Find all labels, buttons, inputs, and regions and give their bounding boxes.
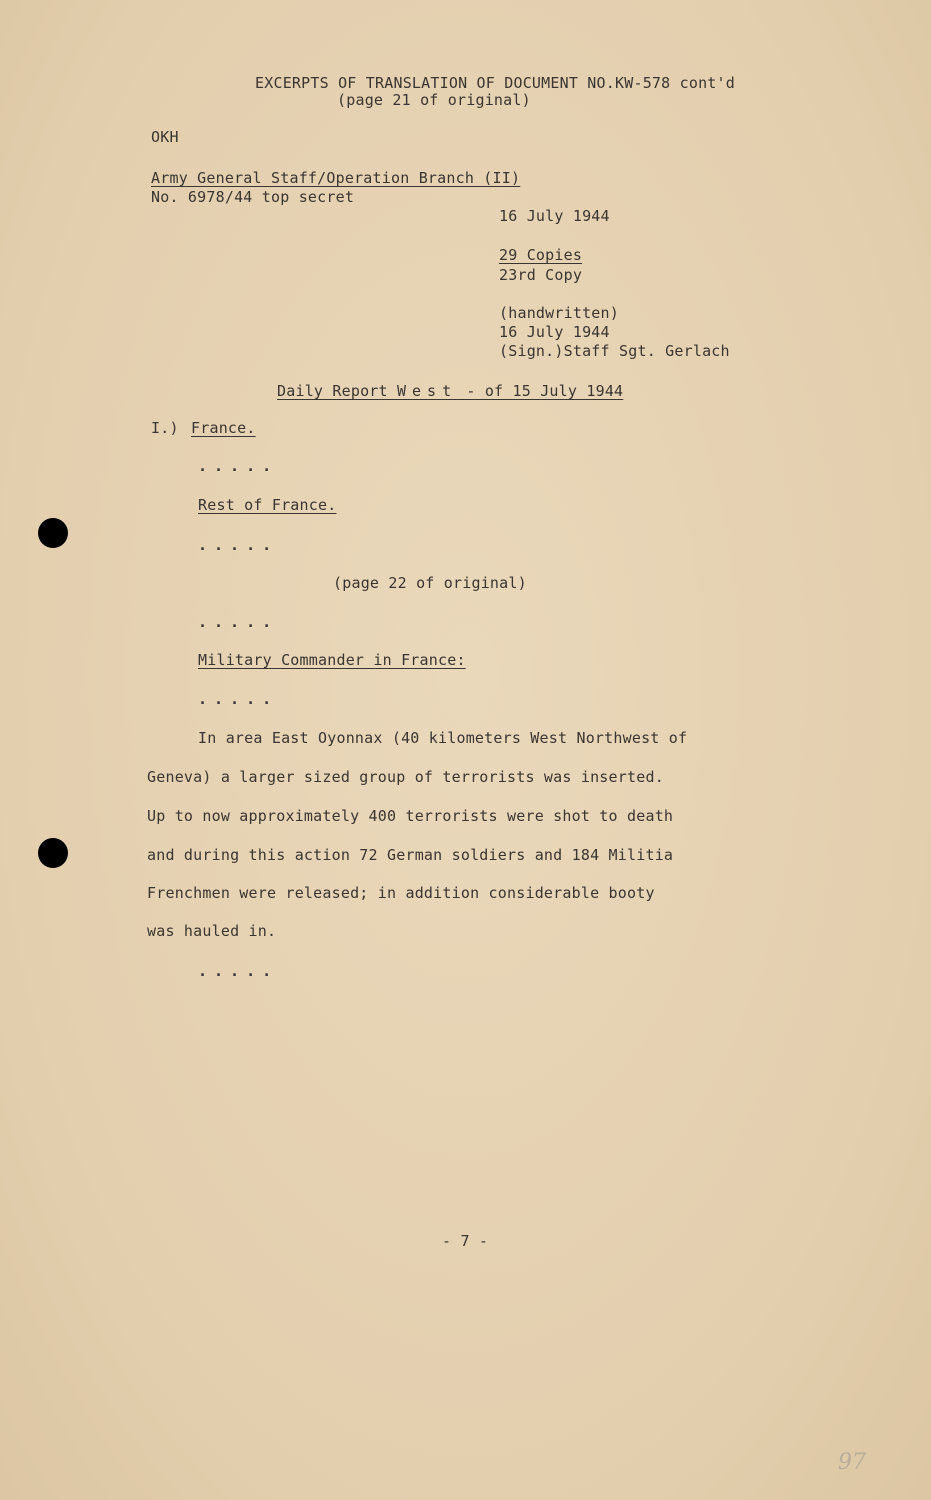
ellipsis-1: ..... [198,457,279,475]
body-line-1: In area East Oyonnax (40 kilometers West Northwest of [198,729,688,747]
handwritten-date: 16 July 1944 [499,323,610,341]
signature-line: (Sign.)Staff Sgt. Gerlach [499,342,730,360]
report-title-suffix: - of 15 July 1944 [457,382,624,400]
body-line-5: Frenchmen were released; in addition considerable booty [147,884,655,902]
org-label: OKH [151,128,179,146]
copies-count: 29 Copies [499,246,583,264]
handwritten-label: (handwritten) [499,304,619,322]
punch-hole-top [38,518,68,548]
handwritten-folio-number: 97 [838,1450,866,1475]
body-line-6: was hauled in. [147,922,277,940]
page-number: - 7 - [442,1232,489,1250]
branch-line: Army General Staff/Operation Branch (II) [151,169,521,187]
section-title: France. [191,419,256,437]
header-title: EXCERPTS OF TRANSLATION OF DOCUMENT NO.KW-578 cont'd [255,74,735,92]
ellipsis-5: ..... [198,962,279,980]
report-title [277,382,623,400]
report-title-prefix: Daily Report [277,382,397,400]
reference-number: No. 6978/44 top secret [151,188,355,206]
body-line-4: and during this action 72 German soldiers and 184 Militia [147,846,674,864]
copy-number: 23rd Copy [499,266,583,284]
punch-hole-bottom [38,838,68,868]
body-line-2: Geneva) a larger sized group of terrorists was inserted. [147,768,664,786]
ellipsis-4: ..... [198,690,279,708]
subhead-military-commander: Military Commander in France: [198,651,466,669]
page-ref-22: (page 22 of original) [333,574,527,592]
document-date: 16 July 1944 [499,207,610,225]
header-page-ref: (page 21 of original) [337,91,531,109]
ellipsis-3: ..... [198,613,279,631]
body-line-3: Up to now approximately 400 terrorists were shot to death [147,807,674,825]
report-title-spaced: West [397,382,458,400]
section-number: I.) [151,419,179,437]
subhead-rest-of-france: Rest of France. [198,496,337,514]
ellipsis-2: ..... [198,536,279,554]
